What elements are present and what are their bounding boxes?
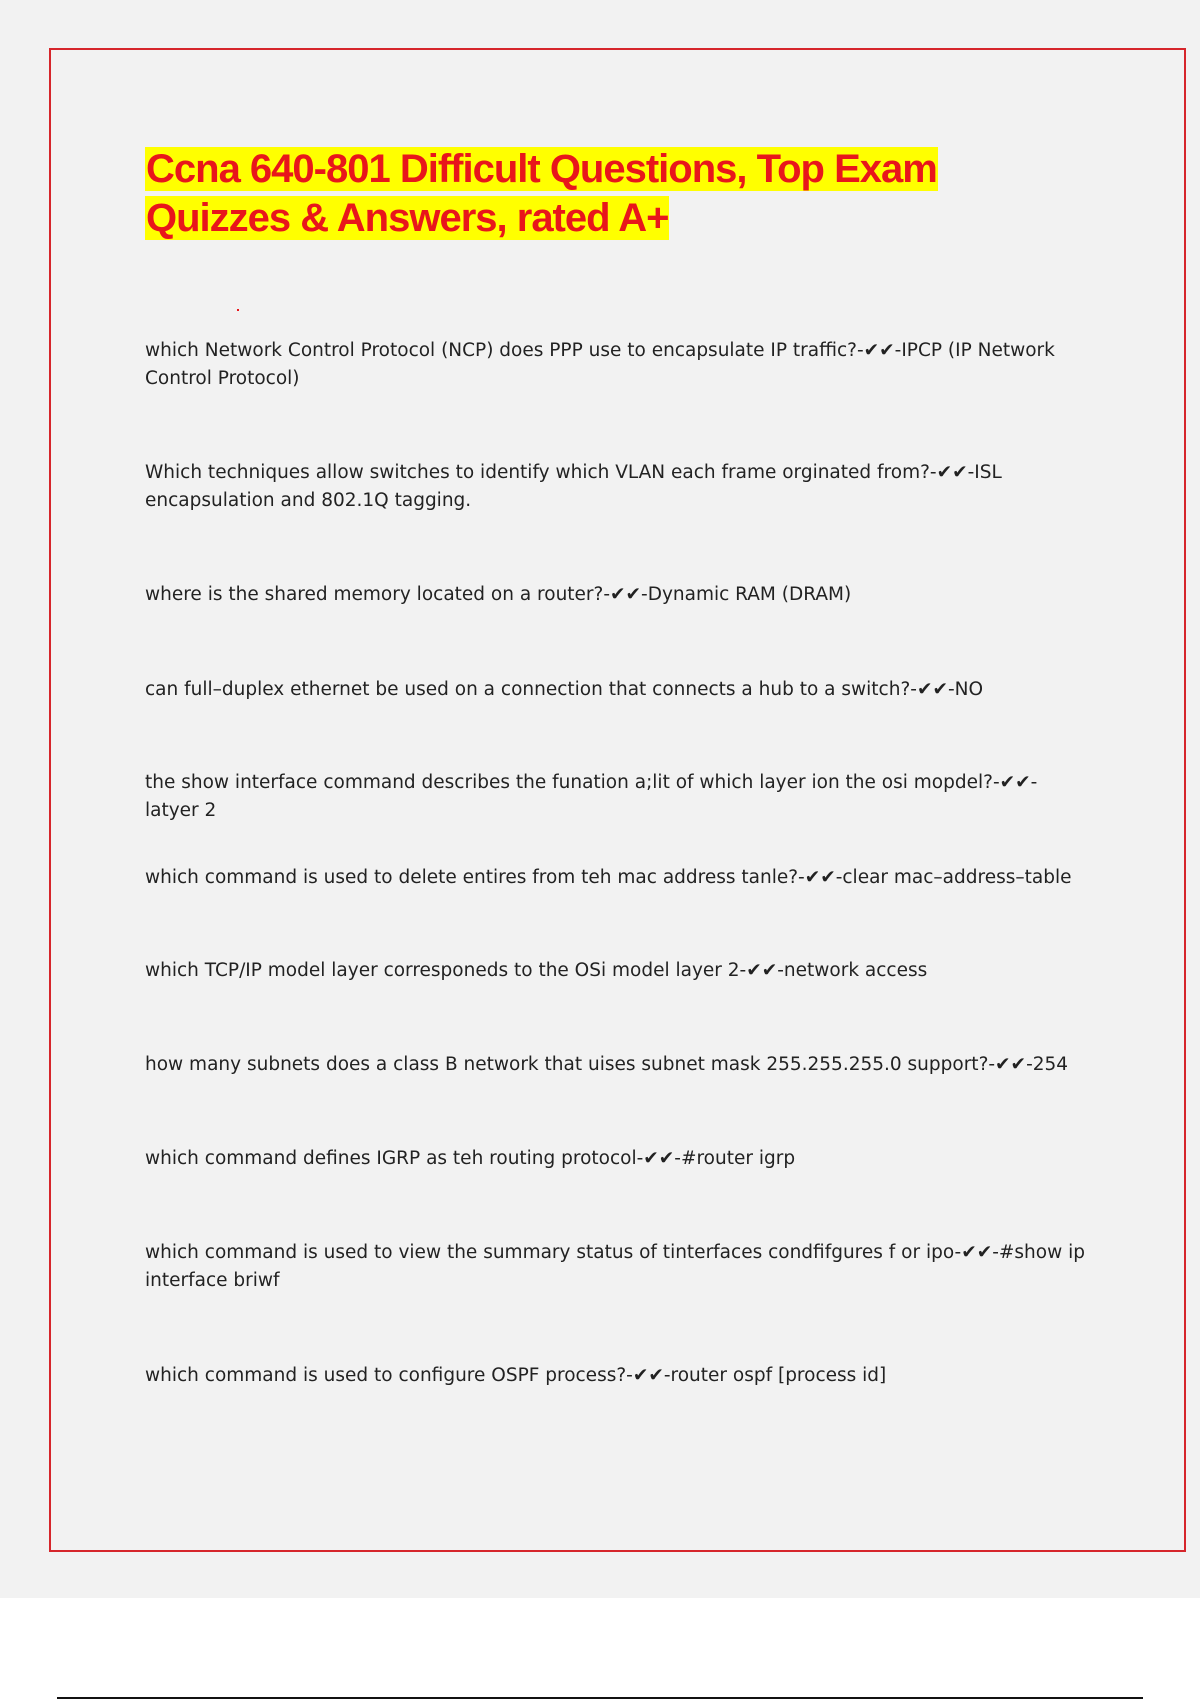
qa-item: which command defines IGRP as teh routing protocol-✔✔-#router igrp	[145, 1148, 796, 1169]
title-line-1: Ccna 640-801 Difficult Questions, Top Exam	[146, 147, 937, 191]
document-title	[145, 145, 1065, 243]
qa-item: can full–duplex ethernet be used on a connection that connects a hub to a switch?-✔✔-NO	[145, 679, 984, 700]
qa-item: Which techniques allow switches to identify which VLAN each frame orginated from?-✔✔-ISL encapsulation and 802.1Q tagging.	[145, 462, 1002, 511]
title-line-2: Quizzes & Answers, rated A+	[146, 196, 669, 240]
footer-rule	[57, 1697, 1143, 1699]
stray-mark	[237, 309, 239, 311]
qa-item: which command is used to view the summary status of tinterfaces condfifgures f or ipo-✔✔-#show ip interface briwf	[145, 1242, 1085, 1291]
qa-item: how many subnets does a class B network that uises subnet mask 255.255.255.0 support?-✔✔-254	[145, 1054, 1069, 1075]
qa-item: which TCP/IP model layer corresponeds to the OSi model layer 2-✔✔-network access	[145, 960, 928, 981]
qa-item: the show interface command describes the funation a;lit of which layer ion the osi mopdel?-✔✔-latyer 2	[145, 772, 1038, 821]
qa-item: which Network Control Protocol (NCP) does PPP use to encapsulate IP traffic?-✔✔-IPCP (IP Network Control Protocol)	[145, 340, 1055, 389]
qa-item: which command is used to configure OSPF process?-✔✔-router ospf [process id]	[145, 1365, 887, 1386]
qa-item: which command is used to delete entires from teh mac address tanle?-✔✔-clear mac–address–table	[145, 867, 1072, 888]
qa-item: where is the shared memory located on a router?-✔✔-Dynamic RAM (DRAM)	[145, 584, 852, 605]
